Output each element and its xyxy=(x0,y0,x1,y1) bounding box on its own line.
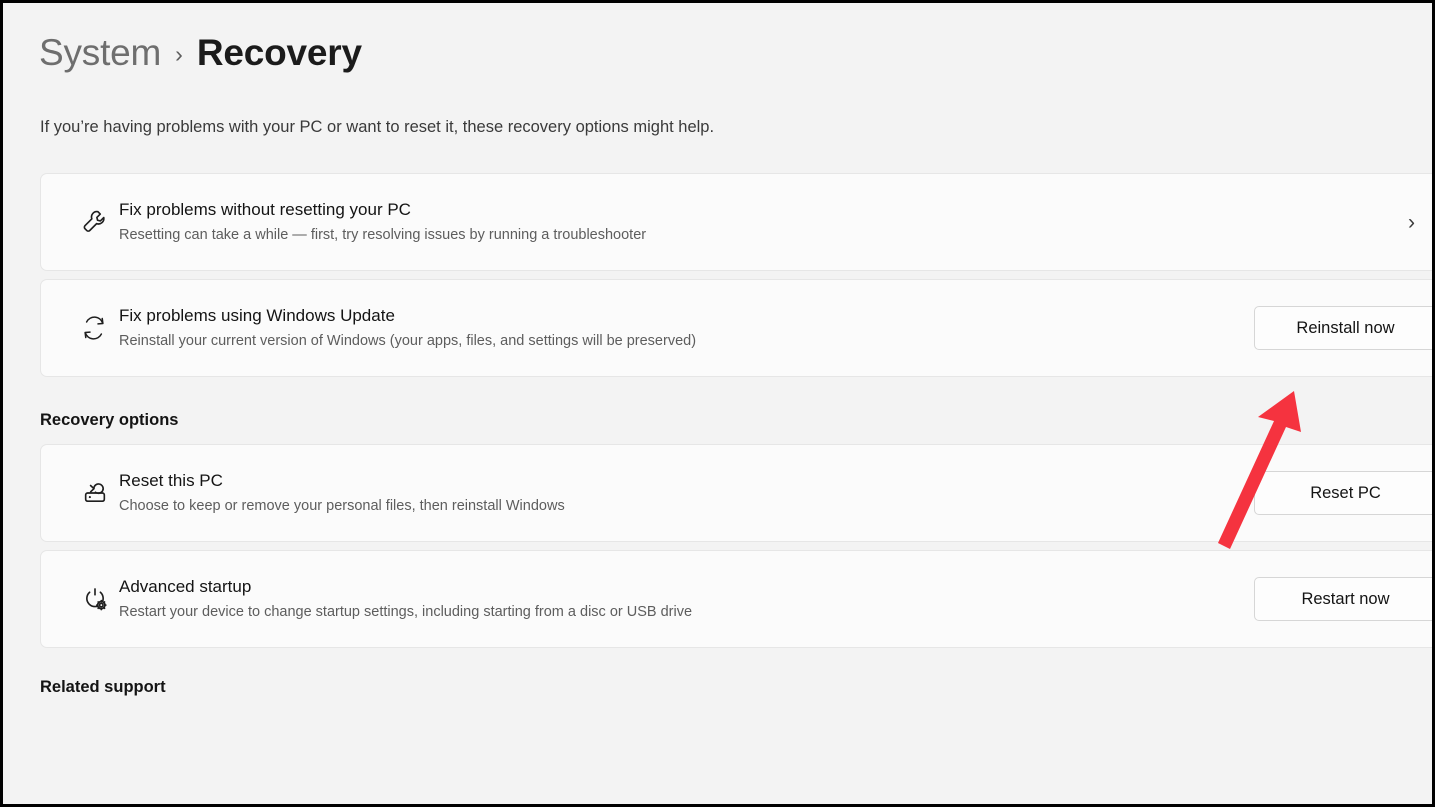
card-description: Reinstall your current version of Windows (your apps, files, and settings will be preserved) xyxy=(119,333,697,350)
card-description: Restart your device to change startup settings, including starting from a disc or USB drive xyxy=(119,604,693,621)
recovery-options-cards xyxy=(3,444,1432,648)
top-cards xyxy=(3,173,1432,377)
recovery-page xyxy=(3,3,1432,804)
chevron-right-icon: › xyxy=(175,40,183,67)
related-support-heading: Related support xyxy=(40,678,166,696)
card-action xyxy=(1408,212,1432,233)
reset-pc-icon xyxy=(63,479,119,507)
card-fix-problems-using-windows-update xyxy=(40,279,1432,377)
card-fix-problems-without-resetting[interactable] xyxy=(40,173,1432,271)
card-title: Reset this PC xyxy=(119,471,223,491)
refresh-icon xyxy=(63,315,119,341)
card-title: Fix problems using Windows Update xyxy=(119,306,395,326)
reset-pc-button[interactable]: Reset PC xyxy=(1254,471,1432,515)
card-title: Advanced startup xyxy=(119,577,252,597)
card-texts xyxy=(119,576,1254,622)
wrench-icon xyxy=(63,208,119,236)
advanced-startup-icon xyxy=(63,585,119,613)
card-advanced-startup xyxy=(40,550,1432,648)
card-action xyxy=(1254,471,1432,515)
recovery-options-heading: Recovery options xyxy=(40,411,179,429)
restart-now-button[interactable]: Restart now xyxy=(1254,577,1432,621)
card-texts xyxy=(119,305,1254,351)
page-subtitle: If you’re having problems with your PC or want to reset it, these recovery options might help. xyxy=(40,118,715,136)
card-reset-this-pc xyxy=(40,444,1432,542)
card-action xyxy=(1254,306,1432,350)
card-action xyxy=(1254,577,1432,621)
card-texts xyxy=(119,470,1254,516)
reinstall-now-button[interactable]: Reinstall now xyxy=(1254,306,1432,350)
breadcrumb xyxy=(3,25,1432,81)
card-description: Resetting can take a while — first, try resolving issues by running a troubleshooter xyxy=(119,227,647,244)
card-texts xyxy=(119,199,1408,245)
page-title: Recovery xyxy=(196,32,362,73)
breadcrumb-parent-system[interactable]: System xyxy=(39,32,162,73)
card-description: Choose to keep or remove your personal files, then reinstall Windows xyxy=(119,498,565,515)
card-title: Fix problems without resetting your PC xyxy=(119,200,411,220)
chevron-right-icon[interactable]: › xyxy=(1408,210,1415,234)
